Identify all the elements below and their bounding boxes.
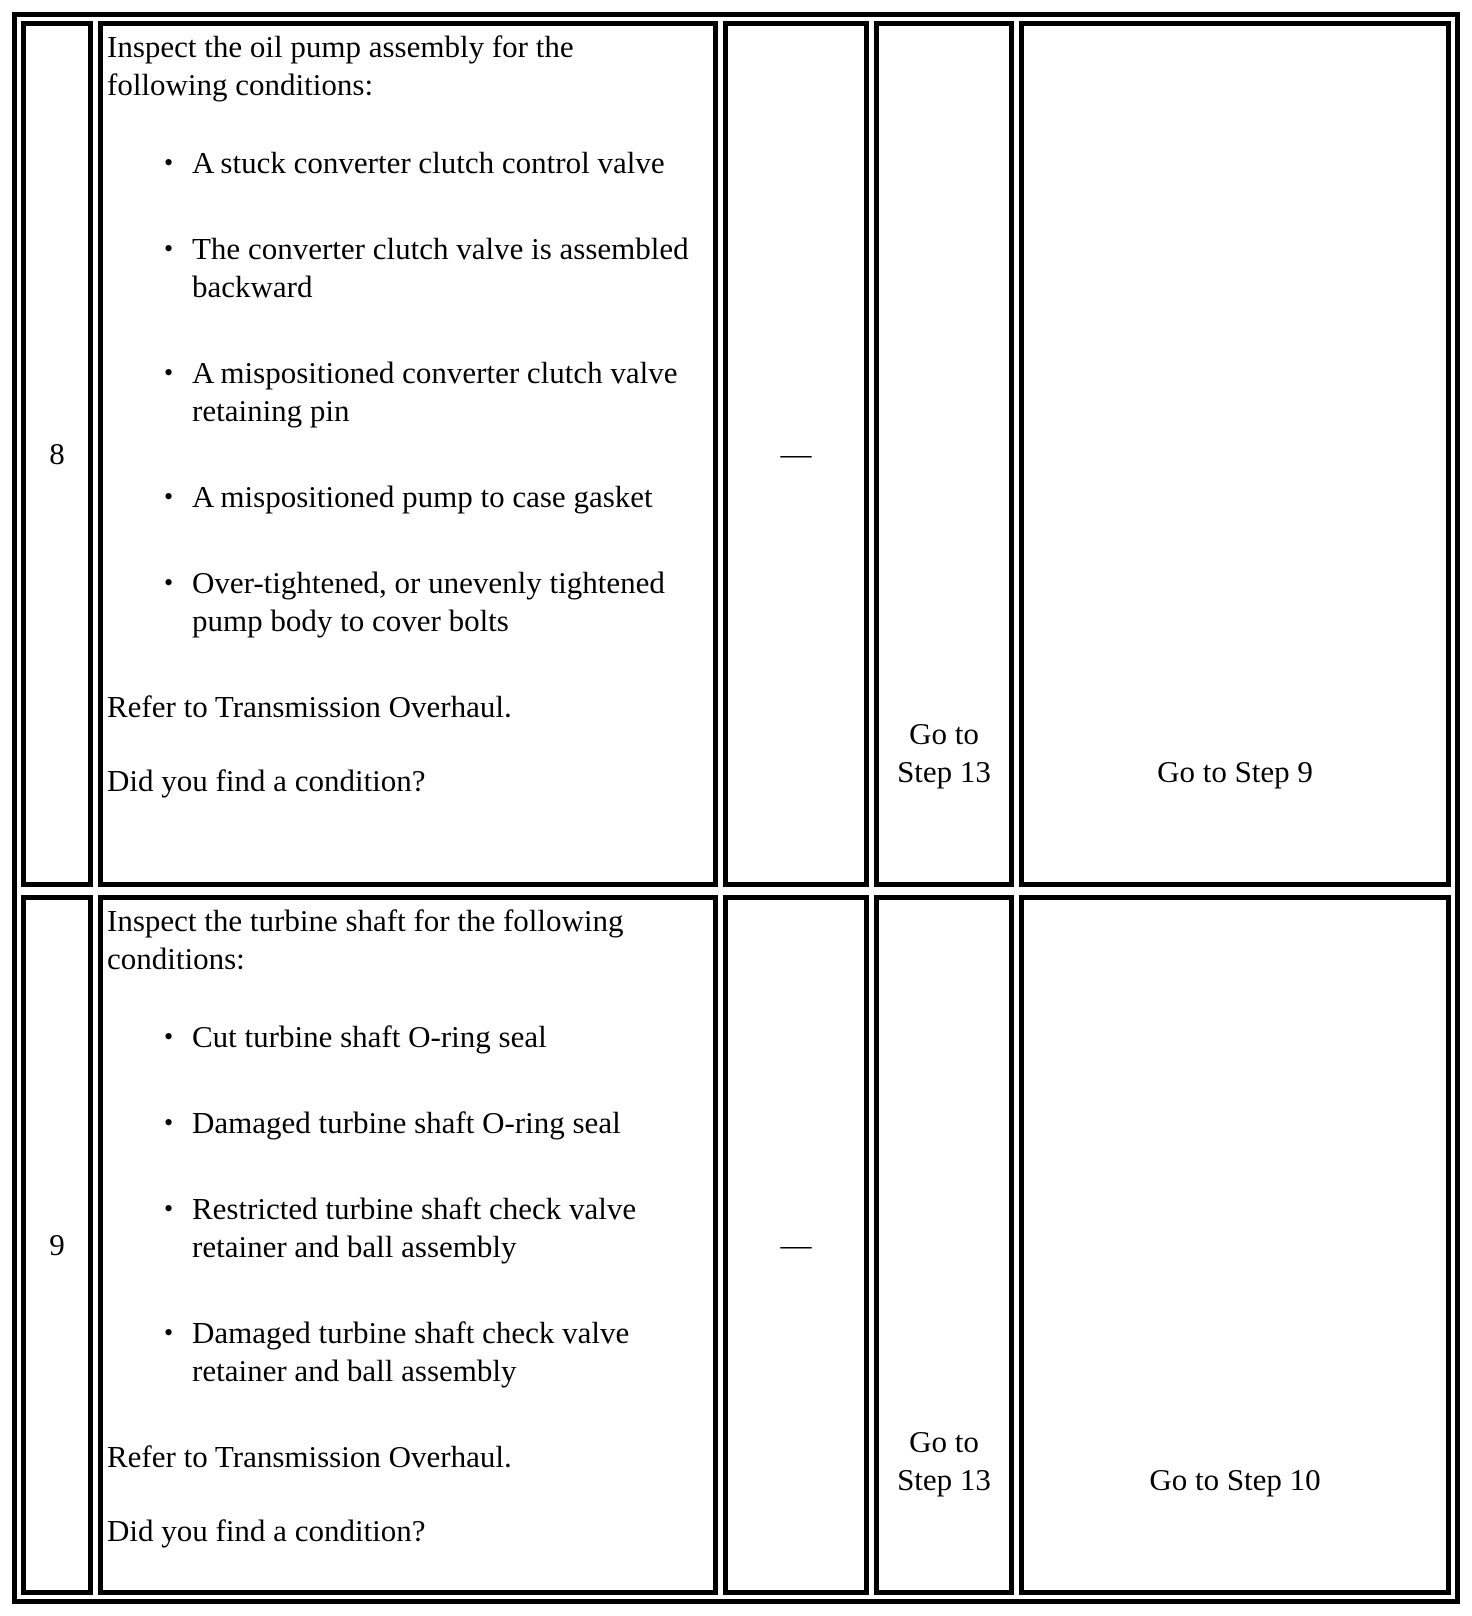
refer-text: Refer to Transmission Overhaul.	[107, 1439, 512, 1474]
yes-cell	[874, 21, 1014, 887]
diagnostic-table	[12, 12, 1460, 1604]
bullet-icon: •	[164, 148, 174, 177]
bullet-icon: •	[164, 1108, 174, 1137]
condition-text: A stuck converter clutch control valve	[192, 145, 665, 180]
refer-text: Refer to Transmission Overhaul.	[107, 689, 512, 724]
condition-text: Damaged turbine shaft O-ring seal	[192, 1105, 621, 1140]
no-text: Go to Step 9	[1157, 754, 1313, 789]
question-text: Did you find a condition?	[107, 763, 426, 798]
bullet-icon: •	[164, 1318, 174, 1347]
yes-cell	[874, 895, 1014, 1595]
list-item	[164, 1314, 695, 1390]
condition-text: Over-tightened, or unevenly tightened pump body to cover bolts	[192, 565, 665, 638]
no-cell	[1019, 895, 1451, 1595]
list-item	[164, 144, 695, 182]
condition-text: Damaged turbine shaft check valve retainer and ball assembly	[192, 1315, 630, 1388]
list-item	[164, 1104, 695, 1142]
table-row	[17, 17, 1455, 891]
list-item	[164, 1018, 695, 1056]
list-item	[164, 354, 695, 430]
condition-text: Restricted turbine shaft check valve retainer and ball assembly	[192, 1191, 637, 1264]
list-item	[164, 478, 695, 516]
value-cell	[723, 895, 869, 1595]
action-cell	[98, 895, 718, 1595]
yes-text: Go to Step 13	[897, 1424, 991, 1497]
step-number: 9	[49, 1227, 65, 1262]
bullet-icon: •	[164, 482, 174, 511]
table-row	[17, 891, 1455, 1599]
bullet-icon: •	[164, 568, 174, 597]
bullet-icon: •	[164, 1194, 174, 1223]
bullet-icon: •	[164, 234, 174, 263]
condition-list	[107, 1018, 695, 1390]
value-text: —	[780, 1227, 812, 1262]
action-intro: Inspect the oil pump assembly for the following conditions:	[107, 29, 574, 102]
value-text: —	[780, 436, 812, 471]
condition-text: A mispositioned converter clutch valve retaining pin	[192, 355, 678, 428]
bullet-icon: •	[164, 358, 174, 387]
step-number-cell	[21, 21, 93, 887]
yes-text: Go to Step 13	[897, 716, 991, 789]
list-item	[164, 230, 695, 306]
value-cell	[723, 21, 869, 887]
list-item	[164, 564, 695, 640]
condition-text: Cut turbine shaft O-ring seal	[192, 1019, 547, 1054]
bullet-icon: •	[164, 1022, 174, 1051]
list-item	[164, 1190, 695, 1266]
step-number-cell	[21, 895, 93, 1595]
step-number: 8	[49, 436, 65, 471]
question-text: Did you find a condition?	[107, 1513, 426, 1548]
condition-text: A mispositioned pump to case gasket	[192, 479, 653, 514]
condition-text: The converter clutch valve is assembled backward	[192, 231, 689, 304]
action-intro: Inspect the turbine shaft for the following conditions:	[107, 903, 624, 976]
no-text: Go to Step 10	[1149, 1462, 1321, 1497]
action-cell	[98, 21, 718, 887]
no-cell	[1019, 21, 1451, 887]
condition-list	[107, 144, 695, 640]
